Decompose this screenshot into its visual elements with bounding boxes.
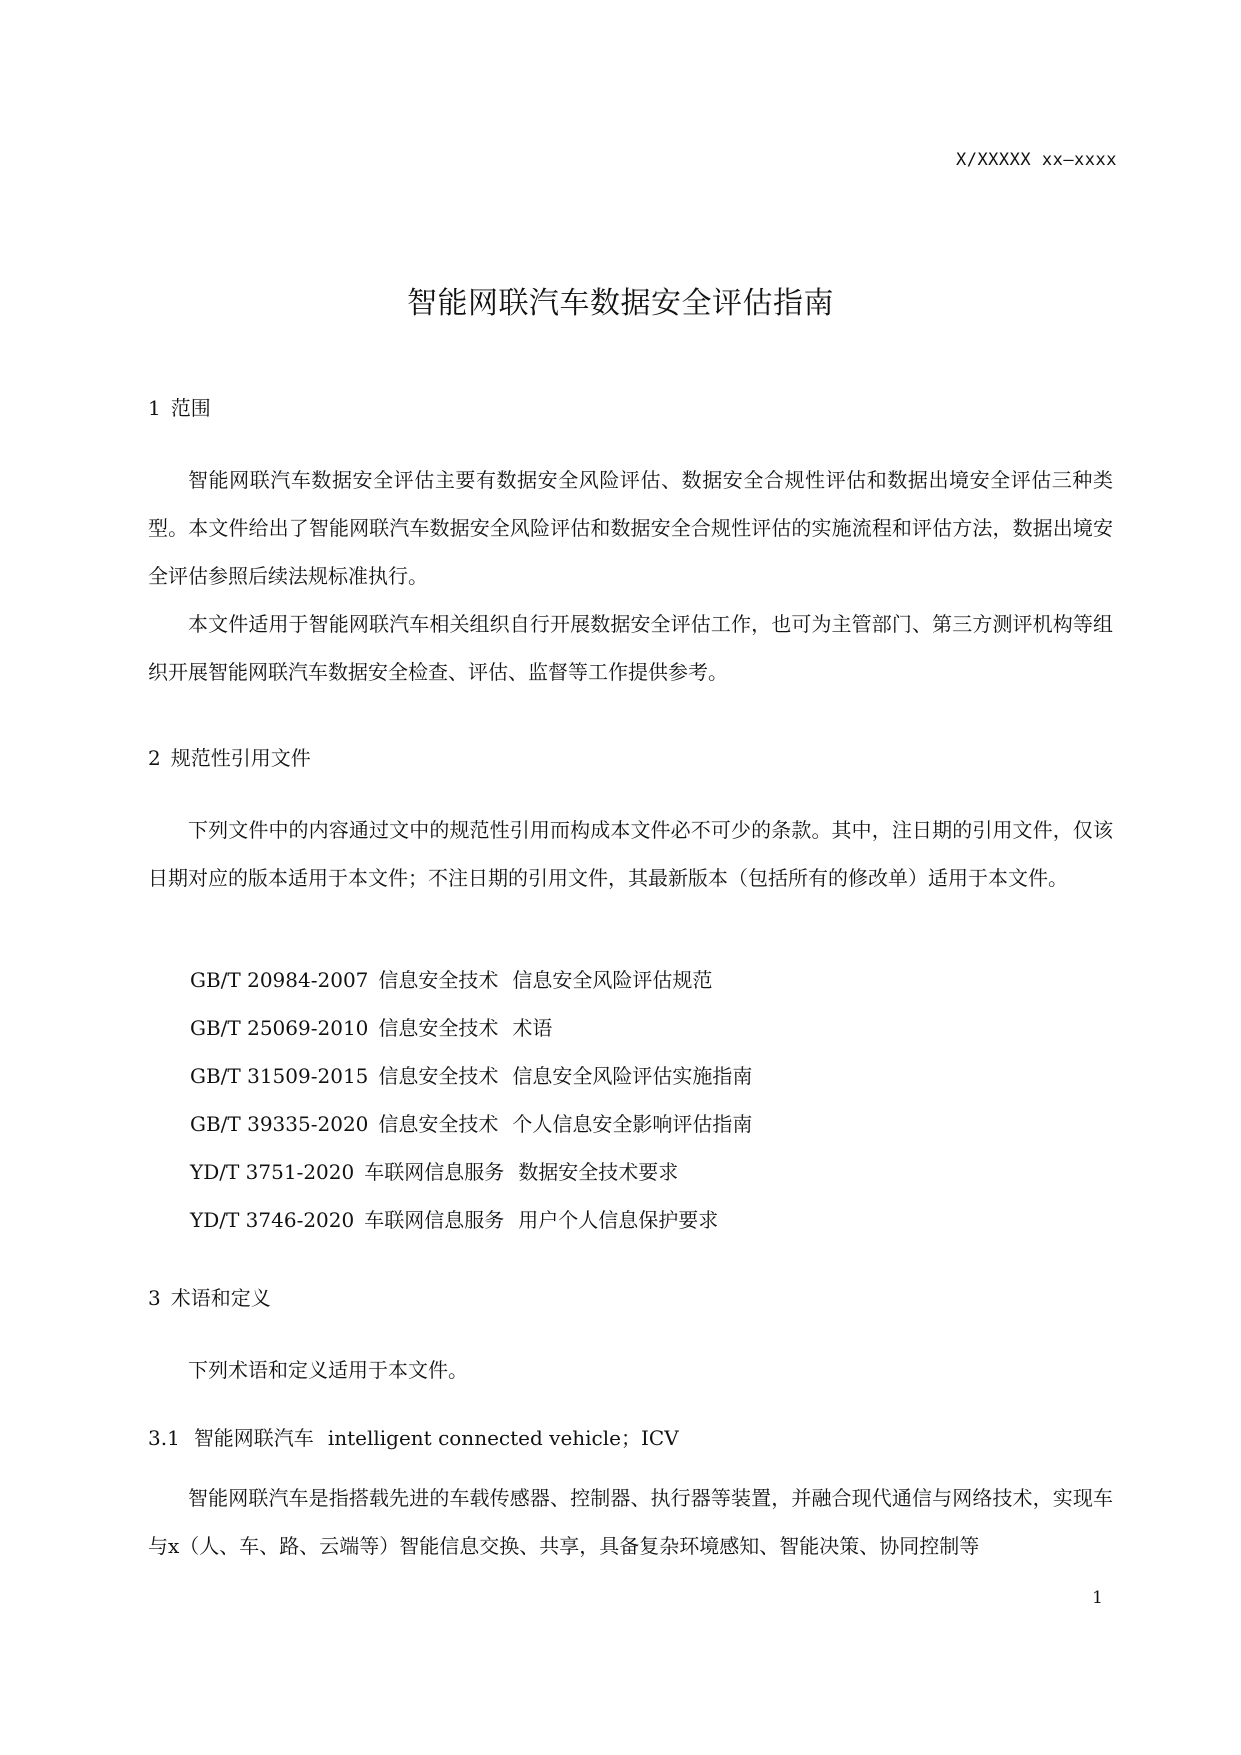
paragraph-terms-intro: 下列术语和定义适用于本文件。	[188, 1358, 468, 1382]
section-heading-scope	[148, 392, 211, 421]
reference-item	[190, 1148, 752, 1196]
paragraph-normative-refs-intro: 下列文件中的内容通过文中的规范性引用而构成本文件必不可少的条款。其中，注日期的引用文件，仅该日期对应的版本适用于本文件；不注日期的引用文件，其最新版本（包括所有的修改单）适用于本文件。	[148, 818, 1113, 890]
section-title: 规范性引用文件	[170, 746, 311, 770]
reference-item	[190, 1100, 752, 1148]
section-heading-terms	[148, 1282, 271, 1311]
reference-category: 信息安全技术	[378, 1064, 499, 1088]
reference-category: 信息安全技术	[378, 968, 499, 992]
section-heading-normative-refs	[148, 742, 311, 771]
term-heading-icv	[148, 1422, 679, 1451]
reference-code: GB/T 39335-2020	[190, 1112, 369, 1136]
reference-code: YD/T 3751-2020	[190, 1160, 355, 1184]
paragraph-scope-2: 本文件适用于智能网联汽车相关组织自行开展数据安全评估工作，也可为主管部门、第三方测评机构等组织开展智能网联汽车数据安全检查、评估、监督等工作提供参考。	[148, 612, 1113, 684]
reference-item	[190, 1052, 752, 1100]
section-number: 3	[148, 1286, 161, 1310]
section-title: 范围	[170, 396, 211, 420]
reference-code: GB/T 20984-2007	[190, 968, 369, 992]
reference-category: 信息安全技术	[378, 1016, 499, 1040]
reference-name: 信息安全风险评估规范	[512, 968, 713, 992]
reference-code: GB/T 31509-2015	[190, 1064, 369, 1088]
reference-name: 个人信息安全影响评估指南	[512, 1112, 753, 1136]
term-number: 3.1	[148, 1426, 180, 1450]
section-title: 术语和定义	[170, 1286, 271, 1310]
reference-category: 信息安全技术	[378, 1112, 499, 1136]
reference-category: 车联网信息服务	[364, 1160, 505, 1184]
reference-item	[190, 956, 752, 1004]
reference-name: 数据安全技术要求	[518, 1160, 679, 1184]
page-number: 1	[1092, 1588, 1103, 1608]
reference-item	[190, 1004, 752, 1052]
reference-code: GB/T 25069-2010	[190, 1016, 369, 1040]
term-en: intelligent connected vehicle；ICV	[327, 1426, 679, 1450]
section-number: 2	[148, 746, 161, 770]
section-number: 1	[148, 396, 161, 420]
paragraph-term-icv-definition: 智能网联汽车是指搭载先进的车载传感器、控制器、执行器等装置，并融合现代通信与网络技术，实现车与x（人、车、路、云端等）智能信息交换、共享，具备复杂环境感知、智能决策、协同控制等	[148, 1486, 1113, 1558]
reference-name: 术语	[512, 1016, 553, 1040]
reference-code: YD/T 3746-2020	[190, 1208, 355, 1232]
reference-name: 用户个人信息保护要求	[518, 1208, 719, 1232]
reference-item	[190, 1196, 752, 1244]
reference-name: 信息安全风险评估实施指南	[512, 1064, 753, 1088]
document-code: X/XXXXX xx—xxxx	[955, 150, 1117, 170]
document-title: 智能网联汽车数据安全评估指南	[407, 286, 834, 321]
reference-category: 车联网信息服务	[364, 1208, 505, 1232]
term-zh: 智能网联汽车	[193, 1426, 314, 1450]
paragraph-scope-1: 智能网联汽车数据安全评估主要有数据安全风险评估、数据安全合规性评估和数据出境安全评估三种类型。本文件给出了智能网联汽车数据安全风险评估和数据安全合规性评估的实施流程和评估方法，数据出境安全评估参照后续法规标准执行。	[148, 468, 1113, 588]
reference-list	[190, 956, 752, 1244]
